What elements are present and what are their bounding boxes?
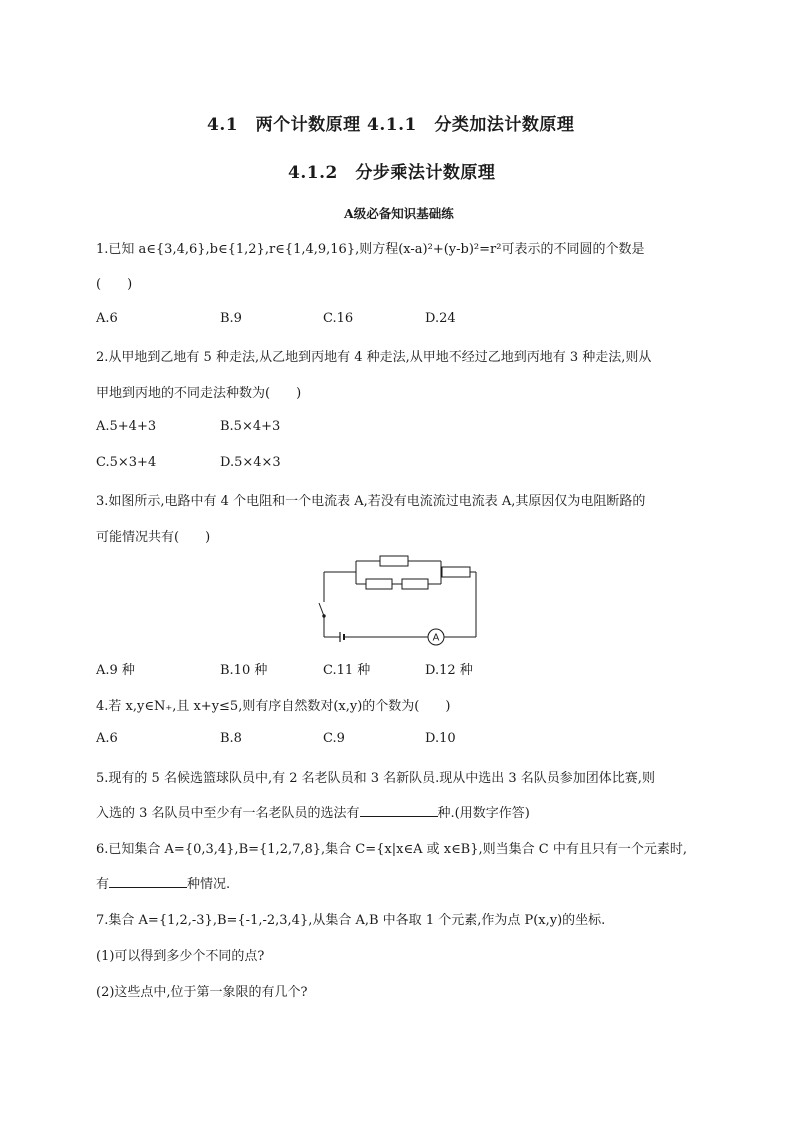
q7-line-1: 7.集合 A={1,2,-3},B={-1,-2,3,4},从集合 A,B 中各取 1 个元素,作为点 P(x,y)的坐标. <box>96 913 606 928</box>
q2-option-c: C.5×3+4 <box>96 455 157 470</box>
q3-option-c: C.11 种 <box>323 663 371 678</box>
q6-line-2 <box>96 873 230 892</box>
q6-line-2-text-a: 有 <box>96 877 110 892</box>
title-line-1: 4.1 两个计数原理 4.1.1 分类加法计数原理 <box>207 115 575 135</box>
q1-option-a: A.6 <box>96 311 118 326</box>
q4-option-d: D.10 <box>425 731 456 746</box>
q2-option-b: B.5×4+3 <box>220 419 281 434</box>
q3-option-a: A.9 种 <box>96 663 135 678</box>
resistor-lower-left <box>366 579 392 589</box>
q1-option-c: C.16 <box>323 311 354 326</box>
q4-option-b: B.8 <box>220 731 242 746</box>
resistor-top <box>380 556 408 566</box>
q2-line-2: 甲地到丙地的不同走法种数为( ) <box>96 386 302 401</box>
q3-line-2: 可能情况共有( ) <box>96 530 211 545</box>
q5-answer-blank <box>360 804 438 817</box>
q1-line-2: ( ) <box>96 277 133 292</box>
resistor-lower-right <box>402 579 428 589</box>
q3-option-b: B.10 种 <box>220 663 268 678</box>
q2-option-d: D.5×4×3 <box>220 455 281 470</box>
resistor-right <box>442 567 470 577</box>
q5-line-1: 5.现有的 5 名候选篮球队员中,有 2 名老队员和 3 名新队员.现从中选出 3 名队员参加团体比赛,则 <box>96 771 655 786</box>
q7-sub-2: (2)这些点中,位于第一象限的有几个? <box>96 985 308 1000</box>
q1-option-d: D.24 <box>425 311 456 326</box>
q4-option-c: C.9 <box>323 731 345 746</box>
q4-line-1: 4.若 x,y∈N₊,且 x+y≤5,则有序自然数对(x,y)的个数为( ) <box>96 699 451 714</box>
circuit-diagram <box>316 548 486 648</box>
q5-line-2 <box>96 802 530 821</box>
q6-answer-blank <box>109 875 187 888</box>
ammeter-label: A <box>432 632 440 644</box>
section-heading: A级必备知识基础练 <box>344 206 454 221</box>
q6-line-2-text-b: 种情况. <box>187 877 231 892</box>
q5-line-2-text-a: 入选的 3 名队员中至少有一名老队员的选法有 <box>96 806 360 821</box>
q7-sub-1: (1)可以得到多少个不同的点? <box>96 949 265 964</box>
q6-line-1: 6.已知集合 A={0,3,4},B={1,2,7,8},集合 C={x|x∈A 或 x∈B},则当集合 C 中有且只有一个元素时, <box>96 842 687 857</box>
q2-line-1: 2.从甲地到乙地有 5 种走法,从乙地到丙地有 4 种走法,从甲地不经过乙地到丙地有 3 种走法,则从 <box>96 350 652 365</box>
q5-line-2-text-b: 种.(用数字作答) <box>437 806 530 821</box>
q3-line-1: 3.如图所示,电路中有 4 个电阻和一个电流表 A,若没有电流流过电流表 A,其原因仅为电阻断路的 <box>96 494 646 509</box>
q4-option-a: A.6 <box>96 731 118 746</box>
q1-option-b: B.9 <box>220 311 242 326</box>
q3-option-d: D.12 种 <box>425 663 473 678</box>
title-line-2: 4.1.2 分步乘法计数原理 <box>288 163 496 183</box>
q2-option-a: A.5+4+3 <box>96 419 157 434</box>
q1-line-1: 1.已知 a∈{3,4,6},b∈{1,2},r∈{1,4,9,16},则方程(x-a)²+(y-b)²=r²可表示的不同圆的个数是 <box>96 242 645 257</box>
